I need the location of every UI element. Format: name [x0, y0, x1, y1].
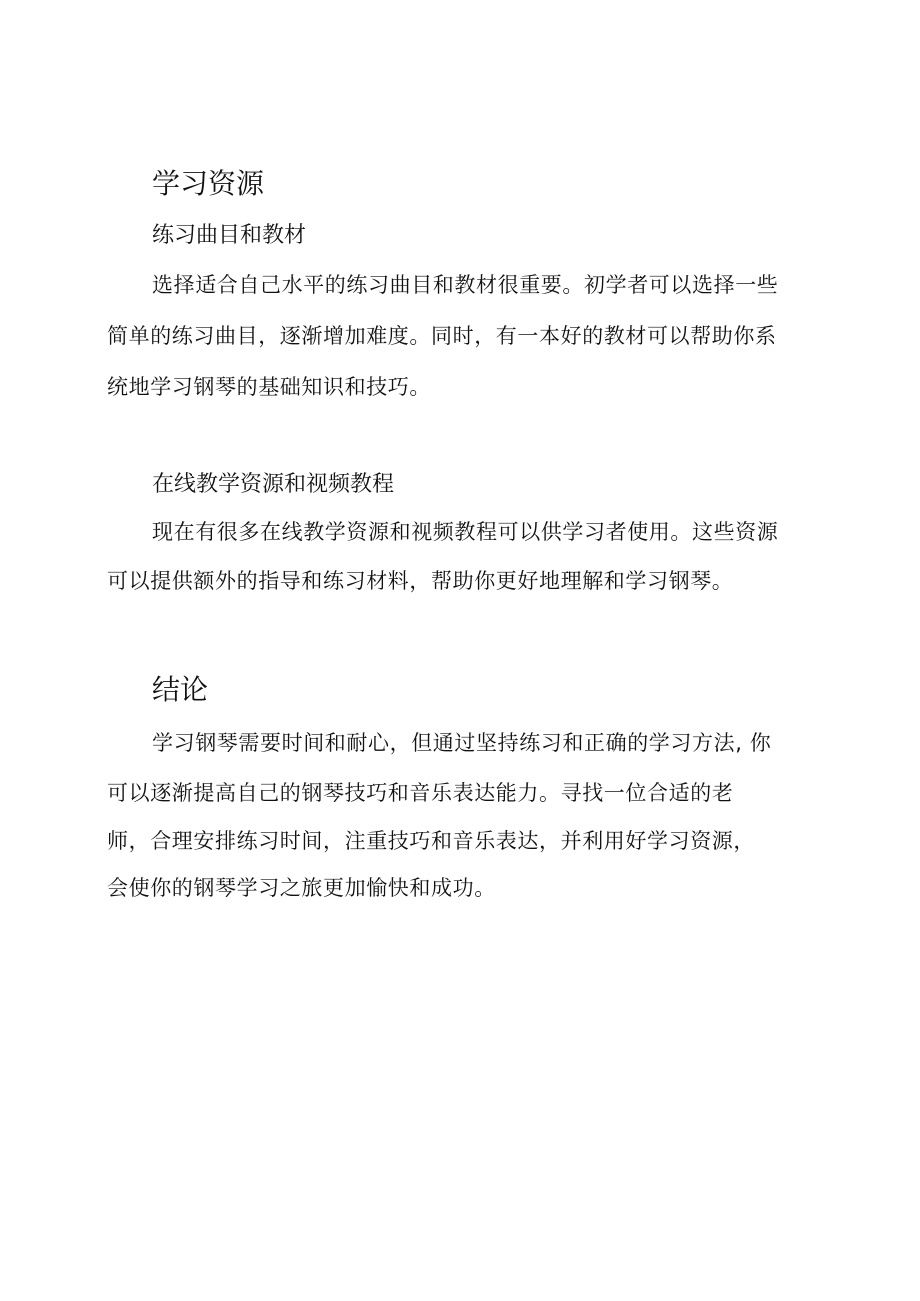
section-heading-learning-resources: 学习资源 — [152, 167, 265, 200]
paragraph-line: 选择适合自己水平的练习曲目和教材很重要。初学者可以选择一些 — [152, 273, 779, 297]
paragraph-line: 简单的练习曲目，逐渐增加难度。同时，有一本好的教材可以帮助你系 — [107, 324, 777, 348]
paragraph-line: 可以提供额外的指导和练习材料，帮助你更好地理解和学习钢琴。 — [107, 569, 734, 593]
paragraph-line: 可以逐渐提高自己的钢琴技巧和音乐表达能力。寻找一位合适的老 — [107, 781, 734, 805]
subsection-title-practice-pieces: 练习曲目和教材 — [152, 223, 307, 248]
section-heading-conclusion: 结论 — [152, 673, 209, 706]
paragraph-line: 统地学习钢琴的基础知识和技巧。 — [107, 375, 431, 399]
paragraph-line: 师，合理安排练习时间，注重技巧和音乐表达，并利用好学习资源， — [107, 829, 755, 853]
paragraph-line: 学习钢琴需要时间和耐心，但通过坚持练习和正确的学习方法, 你 — [152, 731, 772, 755]
paragraph-line: 现在有很多在线教学资源和视频教程可以供学习者使用。这些资源 — [152, 520, 779, 544]
subsection-title-online-resources: 在线教学资源和视频教程 — [152, 472, 395, 497]
paragraph-line: 会使你的钢琴学习之旅更加愉快和成功。 — [107, 876, 496, 900]
